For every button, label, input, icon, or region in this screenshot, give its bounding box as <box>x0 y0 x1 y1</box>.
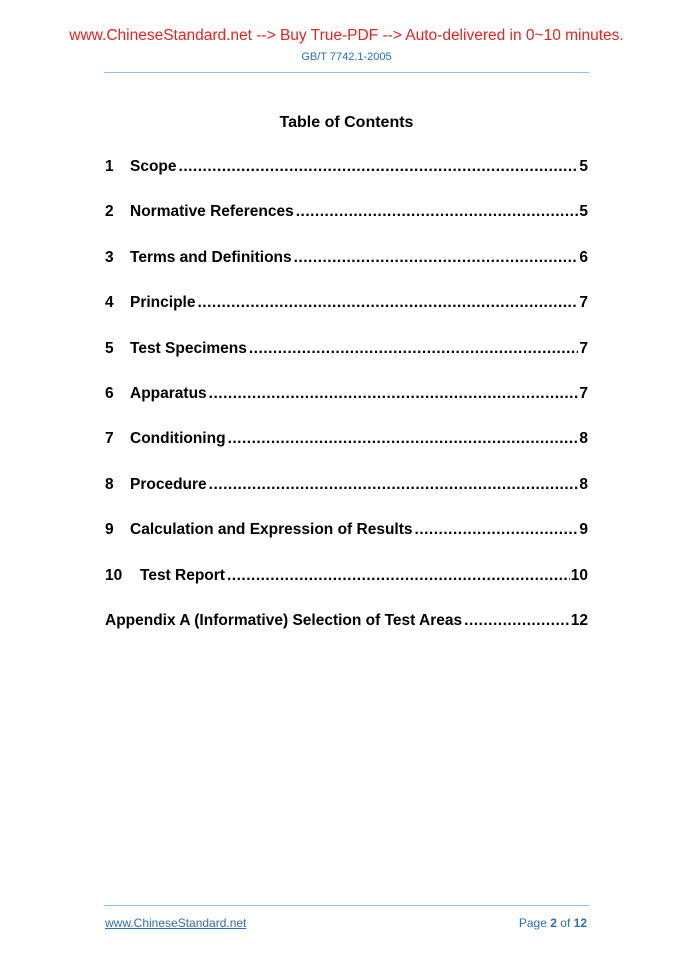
toc-dot-leader <box>294 249 579 267</box>
toc-dot-leader <box>228 430 579 448</box>
page-prefix: Page <box>518 916 547 930</box>
toc-dot-leader <box>209 476 579 494</box>
toc-entry-page: 6 <box>579 248 588 266</box>
toc-entry-page: 10 <box>570 566 588 584</box>
toc-entry-title: Test Report <box>140 566 225 584</box>
toc-entry-number: 3 <box>105 248 114 266</box>
toc-entry-number: 10 <box>105 566 123 584</box>
toc-entry-title: Scope <box>130 158 177 175</box>
table-of-contents <box>105 158 588 657</box>
toc-title: Table of Contents <box>279 114 414 131</box>
toc-entry-appendix-a[interactable] <box>105 612 588 657</box>
toc-entry-title: Procedure <box>130 475 207 493</box>
toc-dot-leader <box>227 567 570 585</box>
toc-dot-leader <box>209 385 579 403</box>
toc-entry-number: 2 <box>105 203 114 221</box>
toc-entry-number: 4 <box>105 294 114 312</box>
toc-dot-leader <box>179 158 579 176</box>
page-of-label: of <box>560 916 571 930</box>
toc-dot-leader <box>415 521 579 539</box>
toc-entry-number: 1 <box>105 158 114 175</box>
toc-entry-title: Conditioning <box>130 430 226 448</box>
footer-divider <box>104 905 589 906</box>
toc-entry-scope[interactable] <box>105 158 588 203</box>
toc-entry-test-specimens[interactable] <box>105 340 588 385</box>
toc-entry-apparatus[interactable] <box>105 385 588 430</box>
toc-dot-leader <box>197 294 578 312</box>
toc-dot-leader <box>249 340 579 358</box>
toc-entry-title: Test Specimens <box>130 339 247 357</box>
toc-entry-principle[interactable] <box>105 294 588 339</box>
toc-entry-number: 8 <box>105 475 114 493</box>
toc-dot-leader <box>464 612 570 630</box>
toc-entry-number: 7 <box>105 430 114 448</box>
toc-entry-procedure[interactable] <box>105 476 588 521</box>
toc-entry-number: 9 <box>105 521 114 539</box>
toc-entry-page: 7 <box>579 384 588 402</box>
toc-entry-number: 6 <box>105 384 114 402</box>
toc-entry-page: 5 <box>579 158 588 175</box>
toc-entry-page: 7 <box>579 339 588 357</box>
header-banner[interactable]: www.ChineseStandard.net --> Buy True-PDF --> Auto-delivered in 0~10 minutes. <box>69 27 624 44</box>
footer-website-link[interactable]: www.ChineseStandard.net <box>105 916 247 930</box>
toc-entry-title: Appendix A (Informative) Selection of Test Areas <box>105 611 463 629</box>
toc-entry-number: 5 <box>105 339 114 357</box>
total-page-number: 12 <box>573 916 587 930</box>
page-indicator <box>519 916 587 930</box>
toc-entry-title: Apparatus <box>130 384 207 402</box>
toc-entry-test-report[interactable] <box>105 567 588 612</box>
toc-entry-page: 12 <box>570 611 588 629</box>
standard-code: GB/T 7742.1-2005 <box>301 51 392 63</box>
toc-entry-page: 7 <box>579 294 588 312</box>
toc-entry-title: Calculation and Expression of Results <box>130 521 413 539</box>
toc-entry-conditioning[interactable] <box>105 430 588 475</box>
header-divider <box>104 72 589 73</box>
toc-entry-terms-and-definitions[interactable] <box>105 249 588 294</box>
toc-entry-title: Terms and Definitions <box>130 248 292 266</box>
toc-entry-page: 8 <box>579 430 588 448</box>
toc-entry-normative-references[interactable] <box>105 203 588 248</box>
current-page-number: 2 <box>550 916 557 930</box>
toc-entry-title: Principle <box>130 294 196 312</box>
toc-entry-calculation-and-expression[interactable] <box>105 521 588 566</box>
toc-entry-page: 5 <box>579 203 588 221</box>
toc-entry-page: 8 <box>579 475 588 493</box>
toc-entry-page: 9 <box>579 521 588 539</box>
toc-entry-title: Normative References <box>130 203 294 221</box>
toc-dot-leader <box>296 203 579 221</box>
